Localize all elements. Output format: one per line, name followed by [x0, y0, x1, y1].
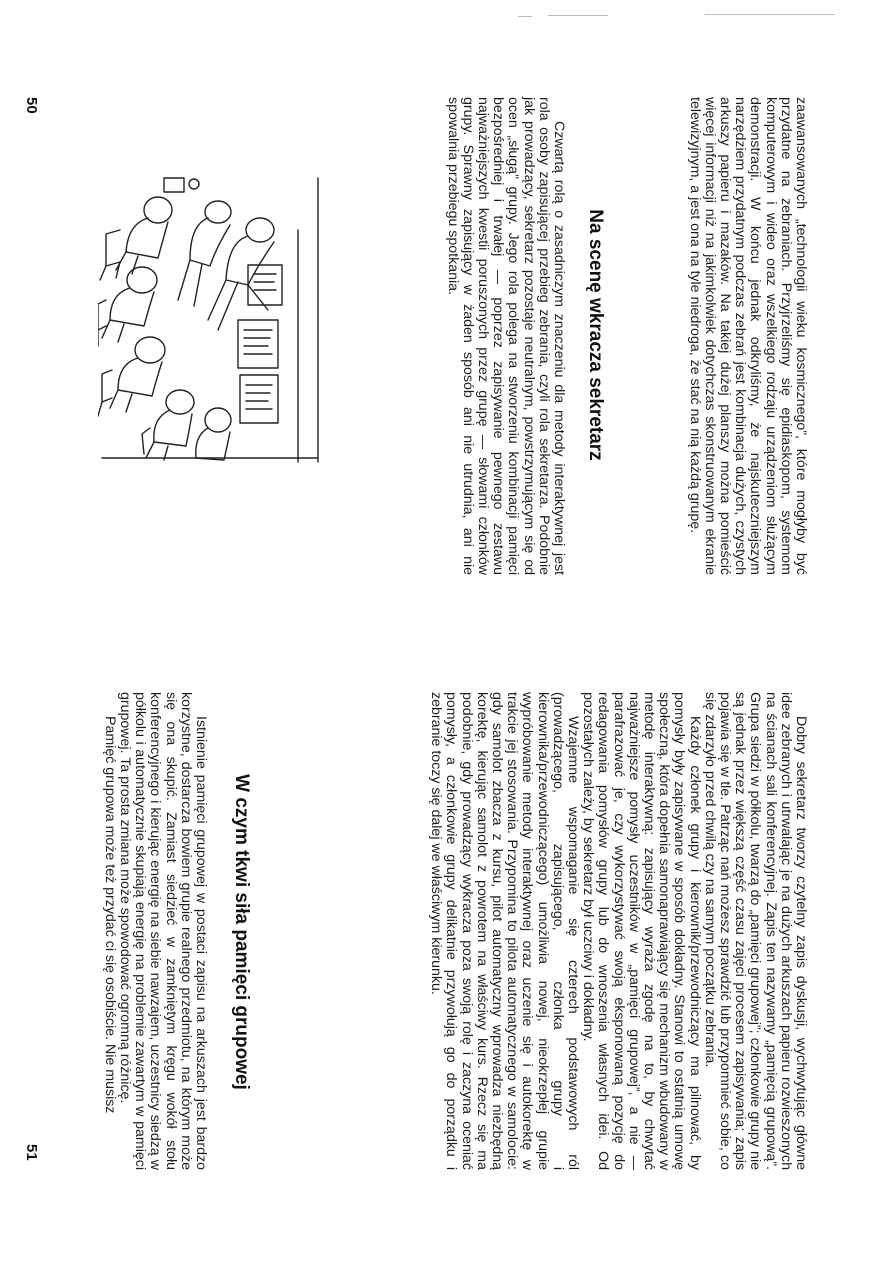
scan-artifact — [518, 16, 532, 17]
paragraph-1: Dobry sekretarz tworzy czytelny zapis dyskusji, wychwytując główne idee zebranych i utrwalając je na dużych arkuszach papieru rozwieszonych na ścianach sali konferencyjnej. Zapis ten nazywamy „pamięcią grupową”. Grupa siedzi w półkolu, twarzą do „pamięci grupowej”; członkowie grupy nie są jednak przez większą część czasu zajęci procesem zapisywania; zapis pojawia się w tle. Patrząc nań możesz sprawdzić lub przypomnieć sobie, co się zdarzyło przed chwilą czy na samym początku zebrania. — [701, 692, 809, 1170]
paragraph-5: Pamięć grupowa może też przydać ci się osobiście. Nie musisz — [101, 716, 118, 1114]
paragraph-3: Wzajemne wspomaganie się czterech podstawowych ról (prowadzącego, zapisującego, członka grupy i kierownika/przewodniczącego) umożliwia nowej, nieokrzepłej grupie wypróbowanie metody interaktywnej oraz uczenie się i autokorektę w trakcie jej stosowania. Przypomina to pilota automatycznego w samolocie: gdy samolot zbacza z kursu, pilot automatyczny wprowadza niezbędną korektę, kierując samolot z powrotem na właściwy kurs. Rzecz się ma podobnie, gdy prowadzący wykracza poza swoją rolę i zaczyna oceniać pomysły, a członkowie grupy delikatnie przywołują go do porządku i zebranie toczy się dalej we właściwym kierunku. — [428, 692, 581, 1170]
body-text: Czwartą rolą o zasadniczym znaczeniu dla metody interaktywnej jest rola osoby zapisującej przebieg zebrania, czyli rola sekretarza. Podobnie jak prowadzący, sekretarz pozostaje neutralnym, powstrzymującym się od ocen „sługą” grupy. Jego rola polega na stworzeniu kombinacji pamięci bezpośredniej i trwałej — poprzez zapisywanie pewnego zestawu najważniejszych kwestii poruszonych przez grupę — słowami członków grupy. Sprawny zapisujący w żaden sposób ani nie utrudnia, ani nie spowalnia przebiegu spotkania. — [444, 97, 567, 575]
right-text-column-lower — [102, 692, 208, 1170]
paragraph-4: Istnienie pamięci grupowej w postaci zapisu na arkuszach jest bardzo korzystne, dostarcza bowiem grupie realnego przedmiotu, na którym może się ona skupić. Zamiast siedzieć w zamkniętym kręgu wokół stołu konferencyjnego i kierując energię na siebie nawzajem, uczestnicy siedzą w półkolu i automatycznie skupiają energię na problemie zawartym w pamięci grupowej. Ta prosta zmiana może spowodować ogromną różnicę. — [116, 692, 209, 1170]
right-heading: W czym tkwi siła pamięci grupowej — [231, 774, 252, 1090]
scan-artifact — [705, 14, 835, 15]
page-number-right: 51 — [23, 1144, 40, 1161]
left-intro-paragraph — [686, 97, 808, 575]
left-body-paragraph — [444, 97, 566, 575]
page-number-left: 50 — [23, 97, 40, 114]
meeting-scene-illustration — [98, 170, 348, 470]
scan-artifact — [548, 15, 608, 16]
paragraph-2: Każdy członek grupy i kierownik/przewodniczący ma pilnować, by pomysły były zapisywane w sposób dokładny. Stanowi to ostatnią umowę społeczną, która dopełnia samonaprawiający się mechanizm wbudowany w metodę interaktywną: zapisujący wyraża zgodę na to, by chwytać najważniejsze pomysły uczestników w „pamięci grupowej”, a nie — parafrazować je, czy wykorzystywać swoją eksponowaną pozycję do redagowania pomysłów grupy lub do wnoszenia własnych idei. Od pozostałych zależy, by sekretarz był uczciwy i dokładny. — [580, 692, 703, 1170]
right-text-column-upper — [428, 692, 808, 1170]
intro-text: zaawansowanych „technologii wieku kosmicznego”, które mogłyby być przydatne na zebraniach. Przyjrzeliśmy się epidiaskopom, systemom komputerowym i wideo oraz wszelkiego rodzaju urządzeniom służącym demonstracji. W końcu jednak odkryliśmy, że najskuteczniejszym narzędziem przydatnym podczas zebrań jest kombinacja dużych, czystych arkuszy papieru i mazaków. Na takiej dużej planszy można pomieścić więcej informacji niż na jakimkolwiek dotychczas skonstruowanym ekranie telewizyjnym, a jest ona na tyle niedroga, że stać na nią każdą grupę. — [686, 97, 809, 575]
left-heading: Na scenę wkracza sekretarz — [585, 209, 606, 461]
